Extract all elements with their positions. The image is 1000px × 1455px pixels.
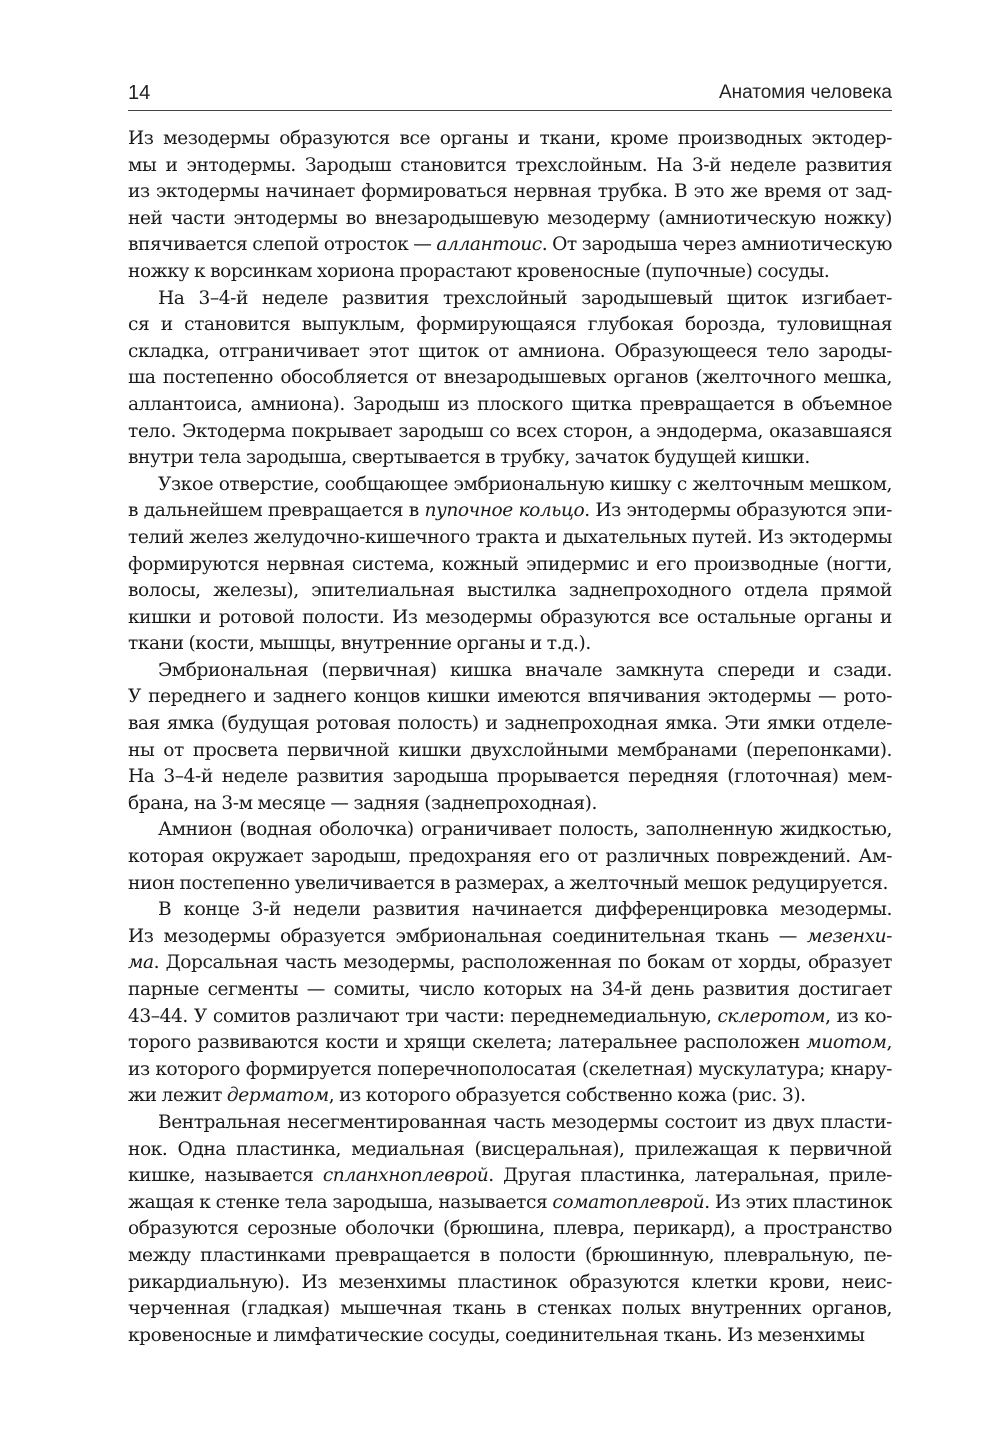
text-line (128, 1216, 892, 1243)
text-run: На 3–4-й неделе развития трехслойный зародышевый щиток изгибает- (158, 287, 892, 309)
text-line (128, 631, 892, 658)
text-run: жи лежит (128, 1085, 227, 1107)
text-run: из эктодермы начинает формироваться нервная трубка. В это же время от зад- (128, 181, 892, 203)
text-line (128, 738, 892, 765)
text-run: в дальнейшем превращается в (128, 500, 425, 522)
italic-term: дерматом (226, 1085, 329, 1107)
text-run: кровеносные и лимфатические сосуды, соединительная ткань. Из мезенхимы (128, 1324, 865, 1346)
text-line (128, 1163, 892, 1190)
text-run: тело. Эктодерма покрывает зародыш со всех сторон, а эндодерма, оказавшаяся (128, 420, 892, 442)
text-line (128, 764, 892, 791)
text-line (128, 179, 892, 206)
text-run: Вентральная несегментированная часть мезодермы состоит из двух пласти- (158, 1111, 892, 1133)
text-line (128, 1030, 892, 1057)
text-run: кишки и ротовой полости. Из мезодермы образуются все остальные органы и (128, 606, 892, 628)
text-run: , (886, 1032, 892, 1054)
text-run: нион постепенно увеличивается в размерах, а желточный мешок редуцируется. (128, 872, 888, 894)
text-line (128, 605, 892, 632)
text-line (128, 445, 892, 472)
text-run: Амнион (водная оболочка) ограничивает полость, заполненную жидкостью, (158, 819, 892, 841)
text-line (128, 871, 892, 898)
text-run: ша постепенно обособляется от внезародышевых органов (желточного мешка, (128, 367, 892, 389)
text-run: . Дорсальная часть мезодермы, расположенная по бокам от хорды, образует (153, 952, 892, 974)
text-line (128, 552, 892, 579)
text-line (128, 392, 892, 419)
page-header (128, 80, 892, 111)
text-line (128, 578, 892, 605)
text-run: нок. Одна пластинка, медиальная (висцеральная), прилежащая к первичной (128, 1138, 892, 1160)
text-run: внутри тела зародыша, свертывается в трубку, зачаток будущей кишки. (128, 447, 810, 469)
text-line (128, 897, 892, 924)
text-run: У переднего и заднего концов кишки имеются впячивания эктодермы — рото- (128, 686, 892, 708)
text-line (128, 126, 892, 153)
text-run: впячивается слепой отросток — (128, 234, 437, 256)
text-line (128, 312, 892, 339)
italic-term: спланхноплеврой (322, 1165, 489, 1187)
text-run: аллантоиса, амниона). Зародыш из плоского щитка превращается в объемное (128, 393, 892, 415)
paragraph (128, 897, 892, 1110)
text-line (128, 1110, 892, 1137)
text-run: ся и становится выпуклым, формирующаяся глубокая борозда, туловищная (128, 314, 892, 336)
italic-term: соматоплеврой (552, 1191, 705, 1213)
text-run: ткани (кости, мышцы, внутренние органы и т.д.). (128, 633, 591, 655)
body-text (128, 126, 892, 1349)
text-run: рикардиальную). Из мезенхимы пластинок образуются клетки крови, неис- (128, 1271, 892, 1293)
text-run: из которого формируется поперечнополосатая (скелетная) мускулатура; кнару- (128, 1058, 892, 1080)
text-line (128, 1243, 892, 1270)
text-line (128, 1270, 892, 1297)
text-run: , из которого образуется собственно кожа (рис. 3). (328, 1085, 806, 1107)
text-line (128, 711, 892, 738)
text-run: На 3–4-й неделе развития зародыша прорывается передняя (глоточная) мем- (128, 766, 892, 788)
text-line (128, 1083, 892, 1110)
text-run: брана, на 3-м месяце — задняя (заднепроходная). (128, 792, 597, 814)
text-run: В конце 3-й недели развития начинается дифференцировка мезодермы. (158, 899, 892, 921)
italic-term: пупочное кольцо (424, 500, 585, 522)
text-run: Эмбриональная (первичная) кишка вначале замкнута спереди и сзади. (158, 659, 892, 681)
text-run: между пластинками превращается в полости (брюшинную, плевральную, пе- (128, 1244, 892, 1266)
text-run: мы и энтодермы. Зародыш становится трехслойным. На 3-й неделе развития (128, 154, 892, 176)
text-run: . Из этих пластинок (704, 1191, 892, 1213)
text-line (128, 791, 892, 818)
text-line (128, 286, 892, 313)
paragraph (128, 126, 892, 286)
italic-term: склеротом (717, 1005, 826, 1027)
paragraph (128, 472, 892, 658)
text-line (128, 817, 892, 844)
text-run: складка, отграничивает этот щиток от амниона. Образующееся тело зароды- (128, 340, 892, 362)
text-run: , из ко- (825, 1005, 892, 1027)
text-run: волосы, железы), эпителиальная выстилка заднепроходного отдела прямой (128, 580, 892, 602)
text-line (128, 472, 892, 499)
text-line (128, 924, 892, 951)
italic-term: ма (128, 952, 154, 974)
text-run: торого развиваются кости и хрящи скелета; латеральнее расположен (128, 1032, 807, 1054)
running-title: Анатомия человека (718, 82, 892, 103)
paragraph (128, 286, 892, 472)
italic-term: миотом (806, 1032, 887, 1054)
text-line (128, 1323, 892, 1350)
text-run: ней части энтодермы во внезародышевую мезодерму (амниотическую ножку) (128, 207, 892, 229)
italic-term: мезенхи- (807, 925, 892, 947)
paragraph (128, 658, 892, 818)
text-run: парные сегменты — сомиты, число которых на 34-й день развития достигает (128, 979, 892, 1000)
text-line (128, 1004, 892, 1031)
paragraph (128, 817, 892, 897)
text-line (128, 977, 892, 1004)
text-line (128, 498, 892, 525)
text-line (128, 844, 892, 871)
text-line (128, 525, 892, 552)
text-line (128, 232, 892, 259)
text-run: кишке, называется (128, 1165, 323, 1187)
page-number: 14 (128, 82, 151, 104)
text-line (128, 1137, 892, 1164)
text-line (128, 1296, 892, 1323)
text-line (128, 206, 892, 233)
text-line (128, 658, 892, 685)
text-line (128, 419, 892, 446)
text-run: формируются нервная система, кожный эпидермис и его производные (ногти, (128, 553, 892, 575)
text-run: . Из энтодермы образуются эпи- (584, 500, 892, 522)
text-run: жащая к стенке тела зародыша, называется (128, 1191, 553, 1213)
text-run: телий желез желудочно-кишечного тракта и дыхательных путей. Из эктодермы (128, 526, 892, 548)
text-line (128, 259, 892, 286)
italic-term: аллантоис (436, 234, 542, 256)
text-run: образуются серозные оболочки (брюшина, плевра, перикард), а пространство (128, 1218, 892, 1240)
paragraph (128, 1110, 892, 1349)
text-run: 43–44. У сомитов различают три части: переднемедиальную, (128, 1005, 718, 1027)
text-line (128, 684, 892, 711)
text-line (128, 365, 892, 392)
text-line (128, 153, 892, 180)
text-line (128, 1057, 892, 1084)
text-run: Узкое отверстие, сообщающее эмбриональную кишку с желточным мешком, (158, 473, 892, 495)
text-line (128, 950, 892, 977)
text-run: . От зародыша через амниотическую (541, 234, 892, 256)
text-run: черченная (гладкая) мышечная ткань в стенках полых внутренних органов, (128, 1298, 892, 1320)
text-line (128, 339, 892, 366)
text-run: Из мезодермы образуются все органы и ткани, кроме производных эктодер- (128, 128, 892, 149)
text-run: ножку к ворсинкам хориона прорастают кровеносные (пупочные) сосуды. (128, 260, 830, 282)
text-run: которая окружает зародыш, предохраняя его от различных повреждений. Ам- (128, 846, 892, 868)
text-run: . Другая пластинка, латеральная, приле- (488, 1165, 892, 1187)
text-line (128, 1190, 892, 1217)
text-run: вая ямка (будущая ротовая полость) и заднепроходная ямка. Эти ямки отделе- (128, 713, 892, 735)
text-run: ны от просвета первичной кишки двухслойными мембранами (перепонками). (128, 739, 892, 761)
text-run: Из мезодермы образуется эмбриональная соединительная ткань — (128, 925, 808, 947)
